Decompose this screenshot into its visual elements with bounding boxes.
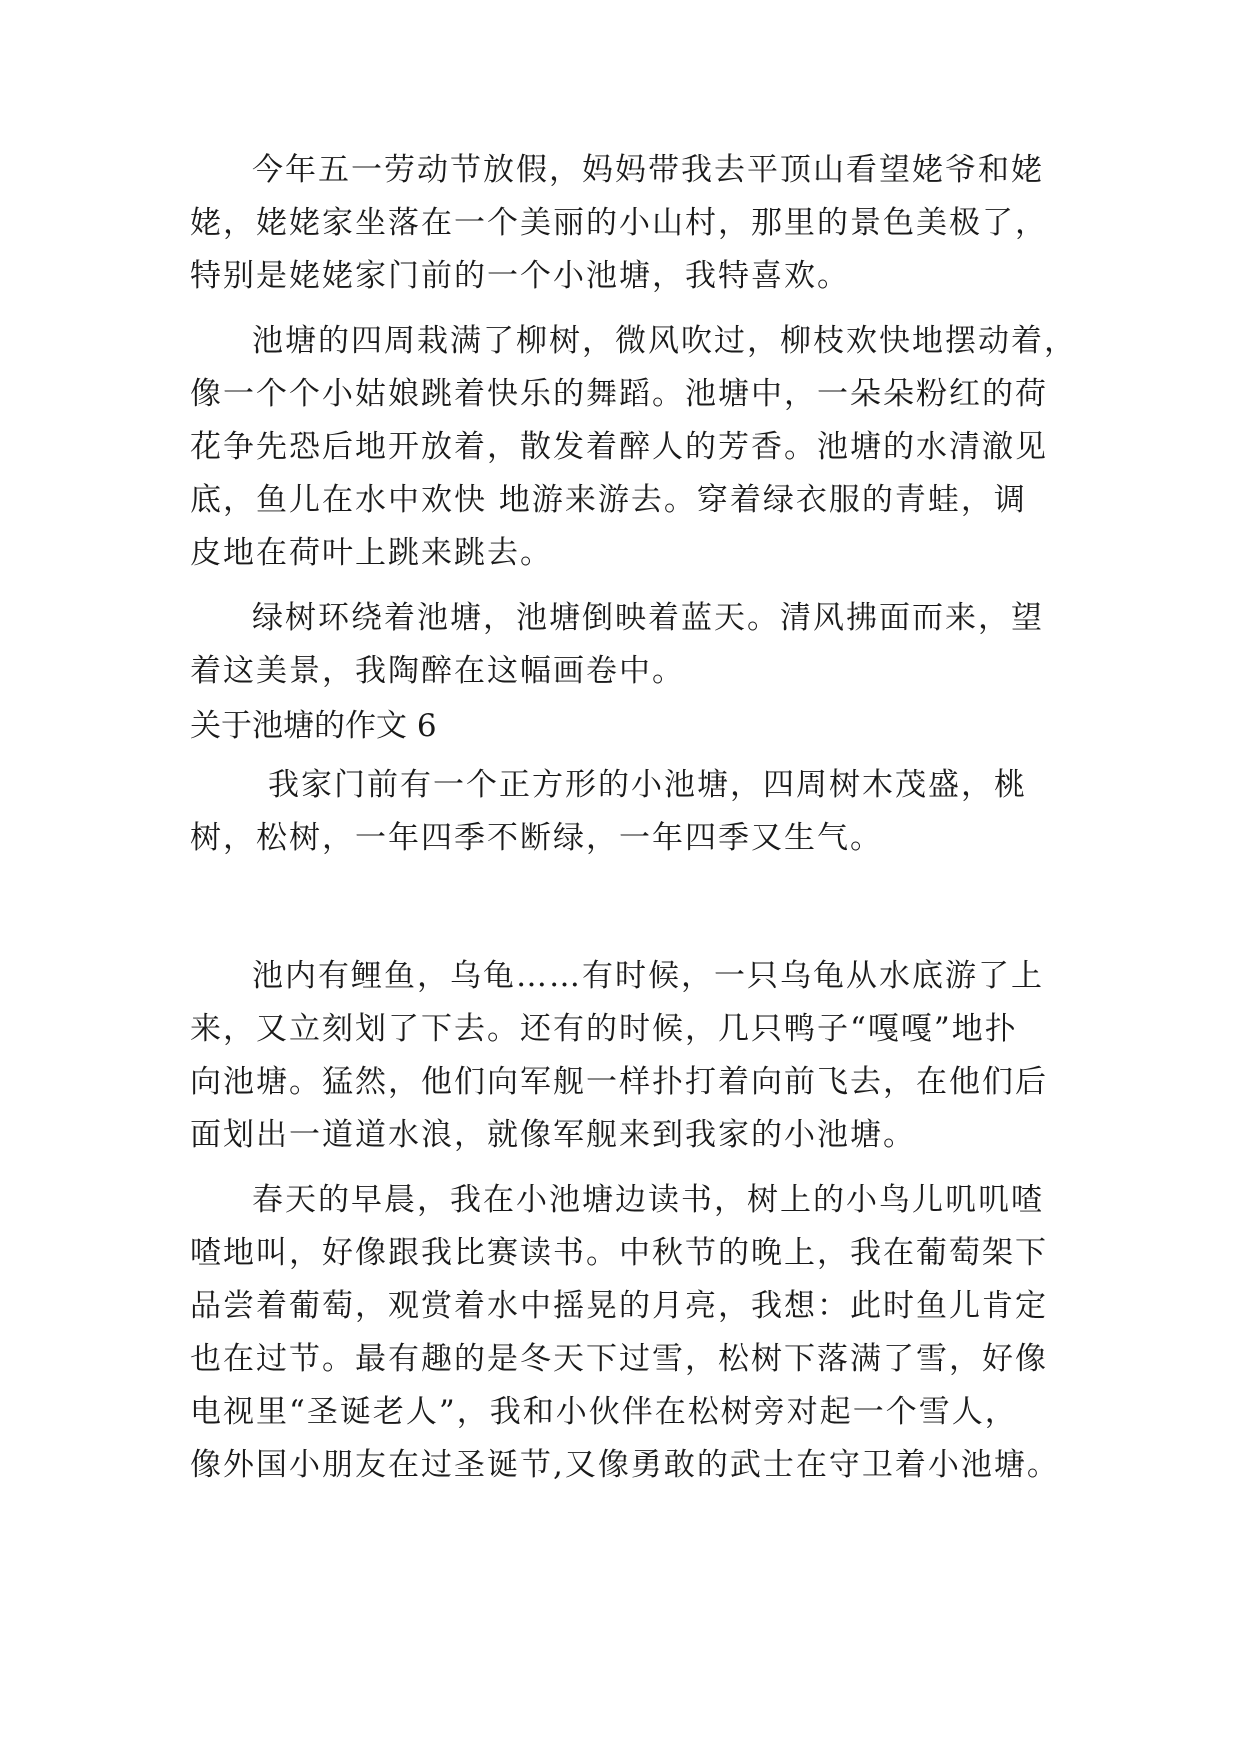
text-line: 底，鱼儿在水中欢快 地游来游去。穿着绿衣服的青蛙，调	[190, 482, 1027, 518]
text-line: 姥，姥姥家坐落在一个美丽的小山村，那里的景色美极了，	[190, 205, 1048, 241]
text-line: 树，松树，一年四季不断绿，一年四季又生气。	[190, 820, 883, 856]
text-line: 着这美景，我陶醉在这幅画卷中。	[190, 653, 685, 689]
text-line: 绿树环绕着池塘，池塘倒映着蓝天。清风拂面而来，望	[252, 600, 1044, 636]
text-line: 像一个个小姑娘跳着快乐的舞蹈。池塘中，一朵朵粉红的荷	[190, 376, 1048, 412]
text-line: 今年五一劳动节放假，妈妈带我去平顶山看望姥爷和姥	[252, 152, 1044, 188]
text-line: 也在过节。最有趣的是冬天下过雪，松树下落满了雪，好像	[190, 1341, 1048, 1377]
text-line: 喳地叫，好像跟我比赛读书。中秋节的晚上，我在葡萄架下	[190, 1235, 1048, 1271]
text-line: 花争先恐后地开放着，散发着醉人的芳香。池塘的水清澈见	[190, 429, 1048, 465]
text-line: 像外国小朋友在过圣诞节,又像勇敢的武士在守卫着小池塘。	[190, 1447, 1060, 1483]
text-line: 皮地在荷叶上跳来跳去。	[190, 535, 553, 571]
text-line: 向池塘。猛然，他们向军舰一样扑打着向前飞去，在他们后	[190, 1064, 1048, 1100]
text-line: 池塘的四周栽满了柳树，微风吹过，柳枝欢快地摆动着，	[252, 323, 1077, 359]
text-line: 面划出一道道水浪，就像军舰来到我家的小池塘。	[190, 1117, 916, 1153]
text-line: 池内有鲤鱼，乌龟……有时候，一只乌龟从水底游了上	[252, 958, 1044, 994]
section-heading: 关于池塘的作文 6	[190, 708, 437, 744]
text-line: 电视里“圣诞老人”，我和小伙伴在松树旁对起一个雪人，	[190, 1394, 1018, 1430]
text-line: 特别是姥姥家门前的一个小池塘，我特喜欢。	[190, 258, 850, 294]
text-line: 我家门前有一个正方形的小池塘，四周树木茂盛，桃	[268, 767, 1027, 803]
text-line: 品尝着葡萄，观赏着水中摇晃的月亮，我想：此时鱼儿肯定	[190, 1288, 1048, 1324]
text-line: 春天的早晨，我在小池塘边读书，树上的小鸟儿叽叽喳	[252, 1182, 1044, 1218]
text-line: 来，又立刻划了下去。还有的时候，几只鸭子“嘎嘎”地扑	[190, 1011, 1018, 1047]
